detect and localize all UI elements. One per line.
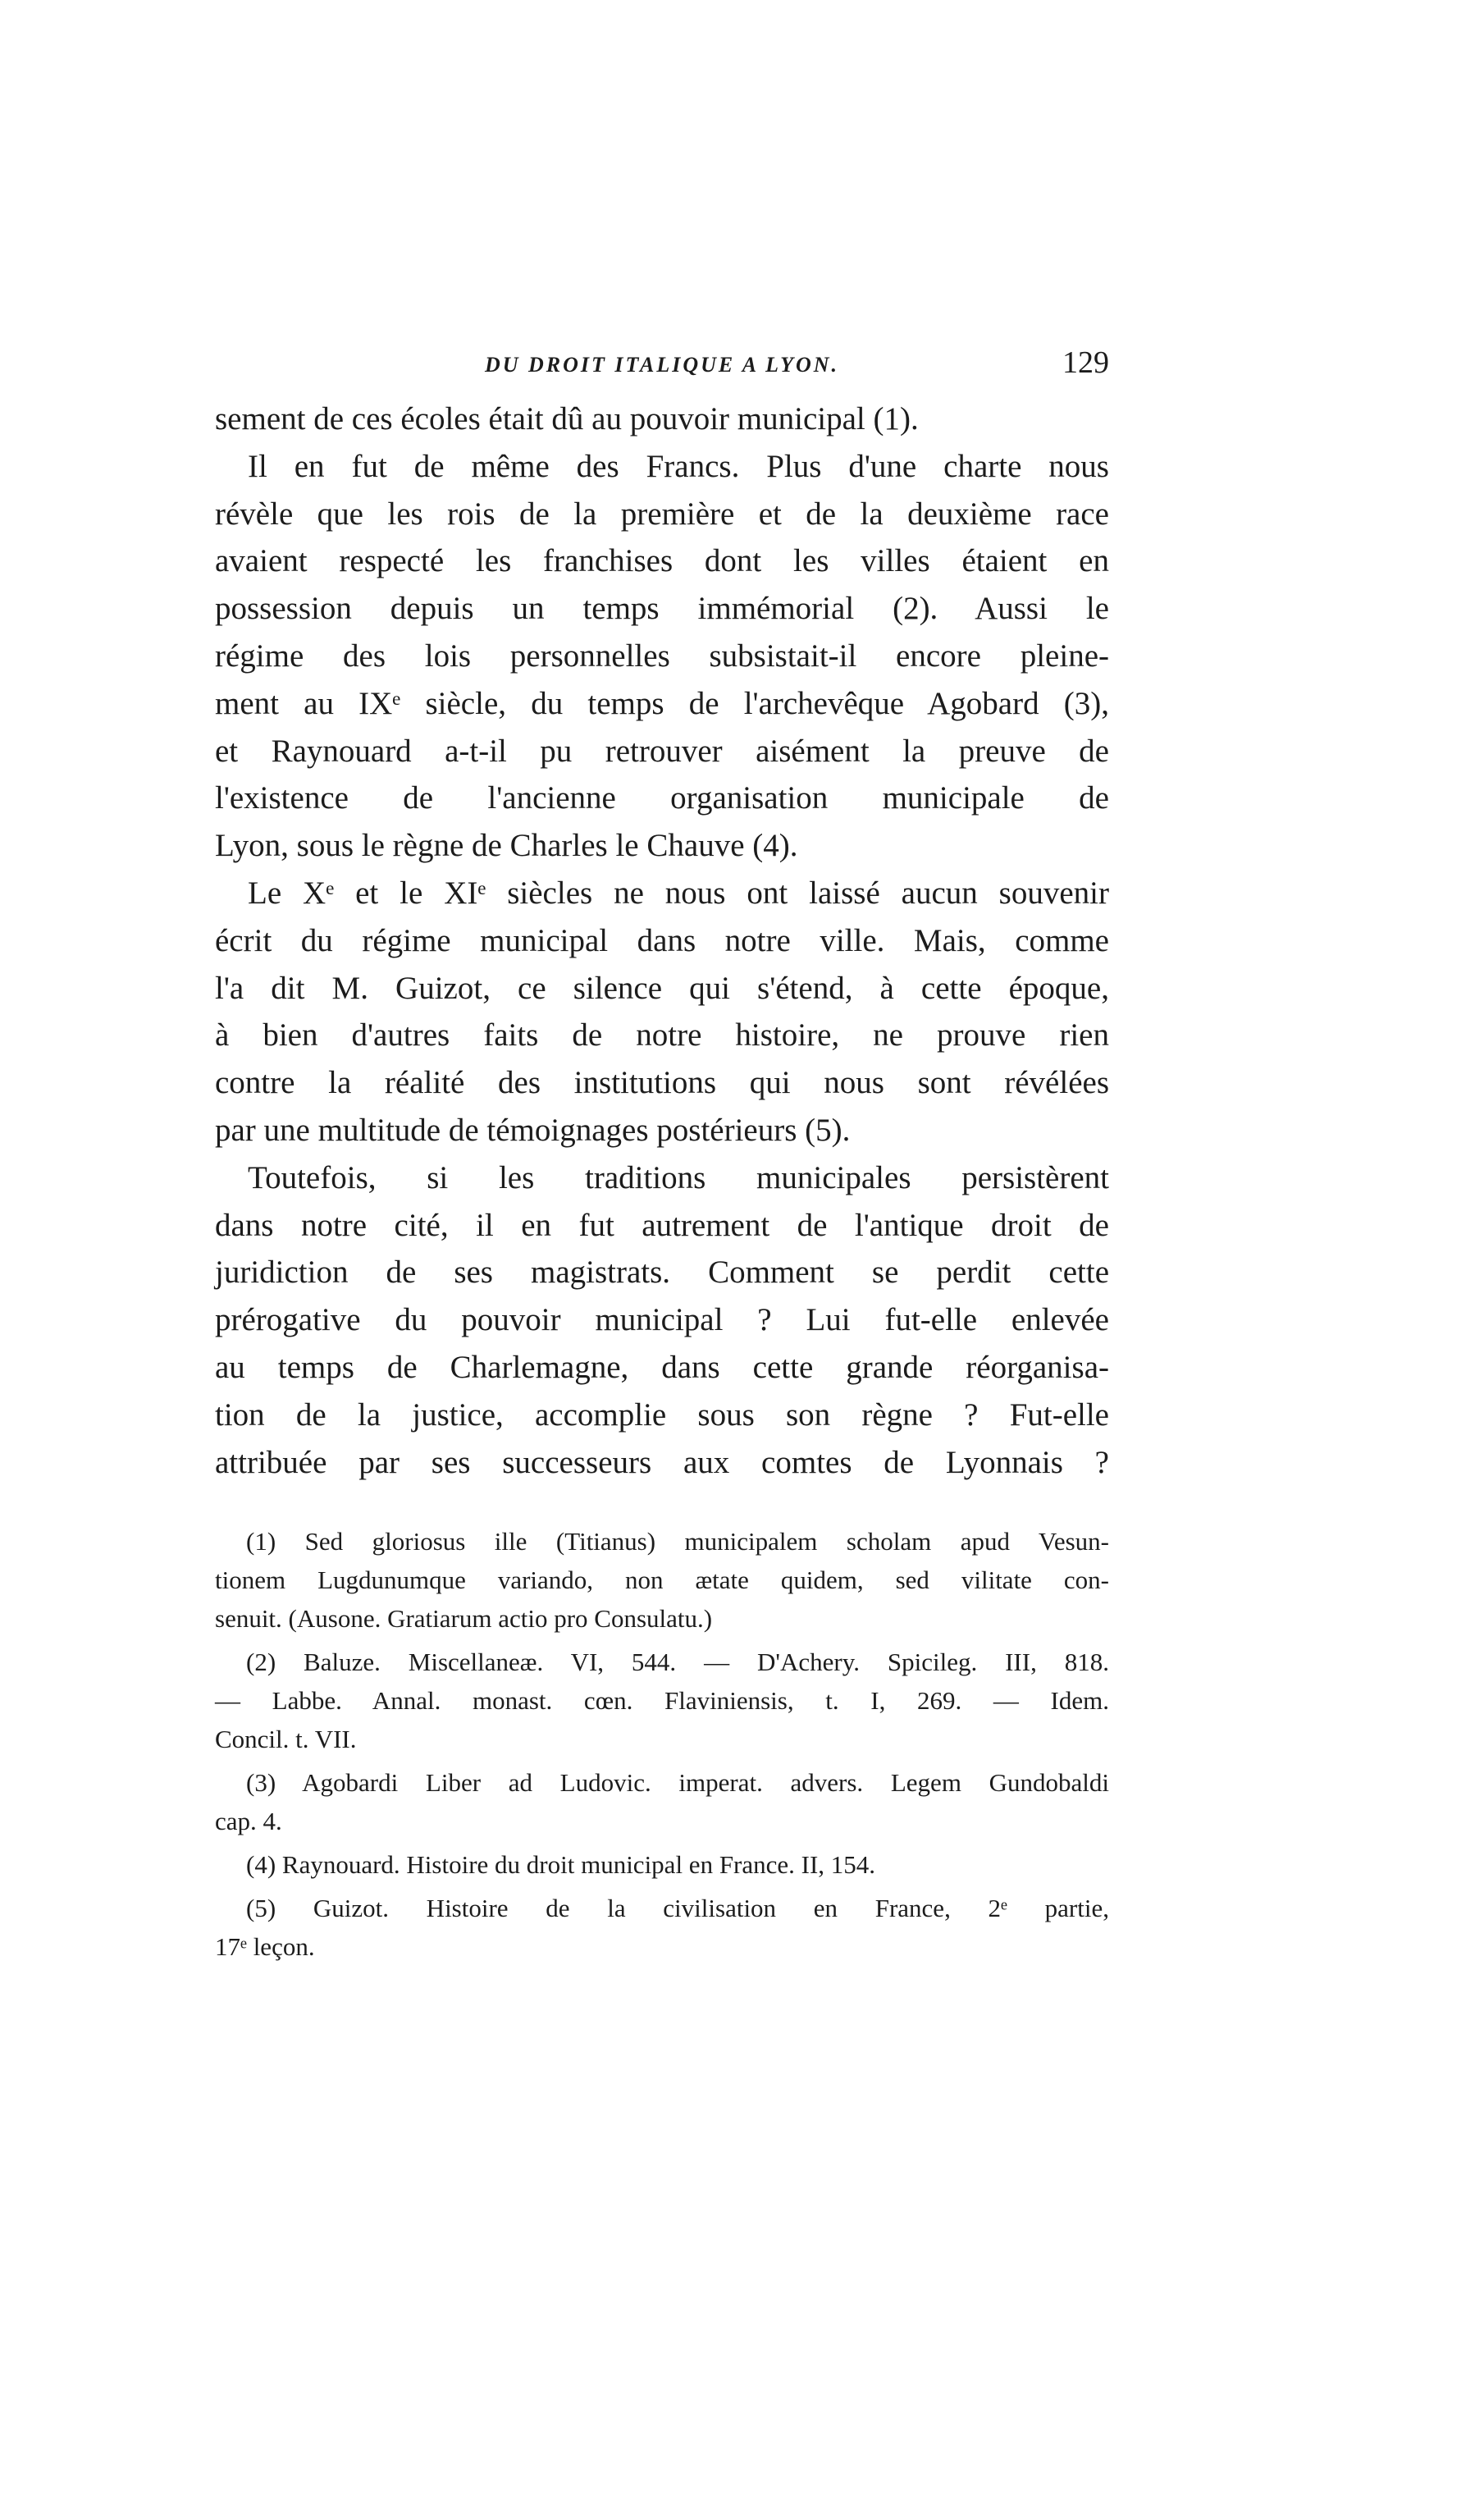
page-number: 129	[1062, 345, 1109, 380]
text-line: tion de la justice, accomplie sous son règne ? Fut-elle	[215, 1396, 1109, 1433]
body-text	[215, 395, 1109, 1486]
text-line: et Raynouard a-t-il pu retrouver aisément la preuve de	[215, 733, 1109, 769]
book-page	[215, 345, 1109, 1971]
footnote-line: (4) Raynouard. Histoire du droit municipal en France. II, 154.	[246, 1850, 876, 1880]
text-line: ment au IXᵉ siècle, du temps de l'archevêque Agobard (3),	[215, 685, 1109, 721]
footnote-line: tionem Lugdunumque variando, non ætate quidem, sed vilitate con-	[215, 1565, 1109, 1595]
text-line: par une multitude de témoignages postérieurs (5).	[215, 1112, 851, 1148]
footnote-4	[215, 1845, 1109, 1884]
paragraph	[215, 443, 1109, 870]
text-line: avaient respecté les franchises dont les villes étaient en	[215, 543, 1109, 579]
footnote-line: (3) Agobardi Liber ad Ludovic. imperat. advers. Legem Gundobaldi	[246, 1768, 1109, 1798]
footnote-line: Concil. t. VII.	[215, 1725, 357, 1754]
footnote-5	[215, 1889, 1109, 1966]
running-title: DU DROIT ITALIQUE A LYON.	[484, 353, 840, 377]
footnote-2	[215, 1643, 1109, 1758]
footnote-line: (1) Sed gloriosus ille (Titianus) municipalem scholam apud Vesun-	[246, 1527, 1109, 1556]
footnote-line: senuit. (Ausone. Gratiarum actio pro Consulatu.)	[215, 1604, 713, 1634]
text-line: Il en fut de même des Francs. Plus d'une charte nous	[248, 448, 1109, 484]
text-line: révèle que les rois de la première et de la deuxième race	[215, 496, 1109, 532]
footnote-line: — Labbe. Annal. monast. cœn. Flaviniensis, t. I, 269. — Idem.	[215, 1686, 1109, 1716]
text-line: Lyon, sous le règne de Charles le Chauve (4).	[215, 828, 798, 864]
text-line: Le Xᵉ et le XIᵉ siècles ne nous ont laissé aucun souvenir	[248, 875, 1109, 911]
text-line: écrit du régime municipal dans notre ville. Mais, comme	[215, 922, 1109, 958]
text-line: contre la réalité des institutions qui nous sont révélées	[215, 1065, 1109, 1101]
text-line: sement de ces écoles était dû au pouvoir municipal (1).	[215, 401, 919, 436]
paragraph	[215, 395, 1109, 443]
footnote-1	[215, 1522, 1109, 1638]
text-line: à bien d'autres faits de notre histoire, ne prouve rien	[215, 1017, 1109, 1053]
text-line: l'existence de l'ancienne organisation municipale de	[215, 780, 1109, 816]
text-line: dans notre cité, il en fut autrement de l'antique droit de	[215, 1207, 1109, 1243]
text-line: Toutefois, si les traditions municipales persistèrent	[248, 1159, 1109, 1195]
text-line: prérogative du pouvoir municipal ? Lui fut-elle enlevée	[215, 1302, 1109, 1338]
footnotes	[215, 1522, 1109, 1966]
text-line: régime des lois personnelles subsistait-il encore pleine-	[215, 638, 1109, 674]
footnote-line: (2) Baluze. Miscellaneæ. VI, 544. — D'Achery. Spicileg. III, 818.	[246, 1648, 1109, 1677]
text-line: au temps de Charlemagne, dans cette grande réorganisa-	[215, 1349, 1109, 1385]
footnote-3	[215, 1763, 1109, 1840]
text-line: possession depuis un temps immémorial (2). Aussi le	[215, 591, 1109, 627]
footnote-line: cap. 4.	[215, 1807, 282, 1836]
text-line: attribuée par ses successeurs aux comtes de Lyonnais ?	[215, 1444, 1109, 1480]
text-line: l'a dit M. Guizot, ce silence qui s'étend, à cette époque,	[215, 970, 1109, 1006]
paragraph	[215, 870, 1109, 1154]
paragraph	[215, 1154, 1109, 1487]
footnote-line: (5) Guizot. Histoire de la civilisation en France, 2ᵉ partie,	[246, 1894, 1109, 1923]
footnote-line: 17ᵉ leçon.	[215, 1932, 315, 1962]
page-header	[215, 345, 1109, 391]
text-line: juridiction de ses magistrats. Comment se perdit cette	[215, 1255, 1109, 1291]
